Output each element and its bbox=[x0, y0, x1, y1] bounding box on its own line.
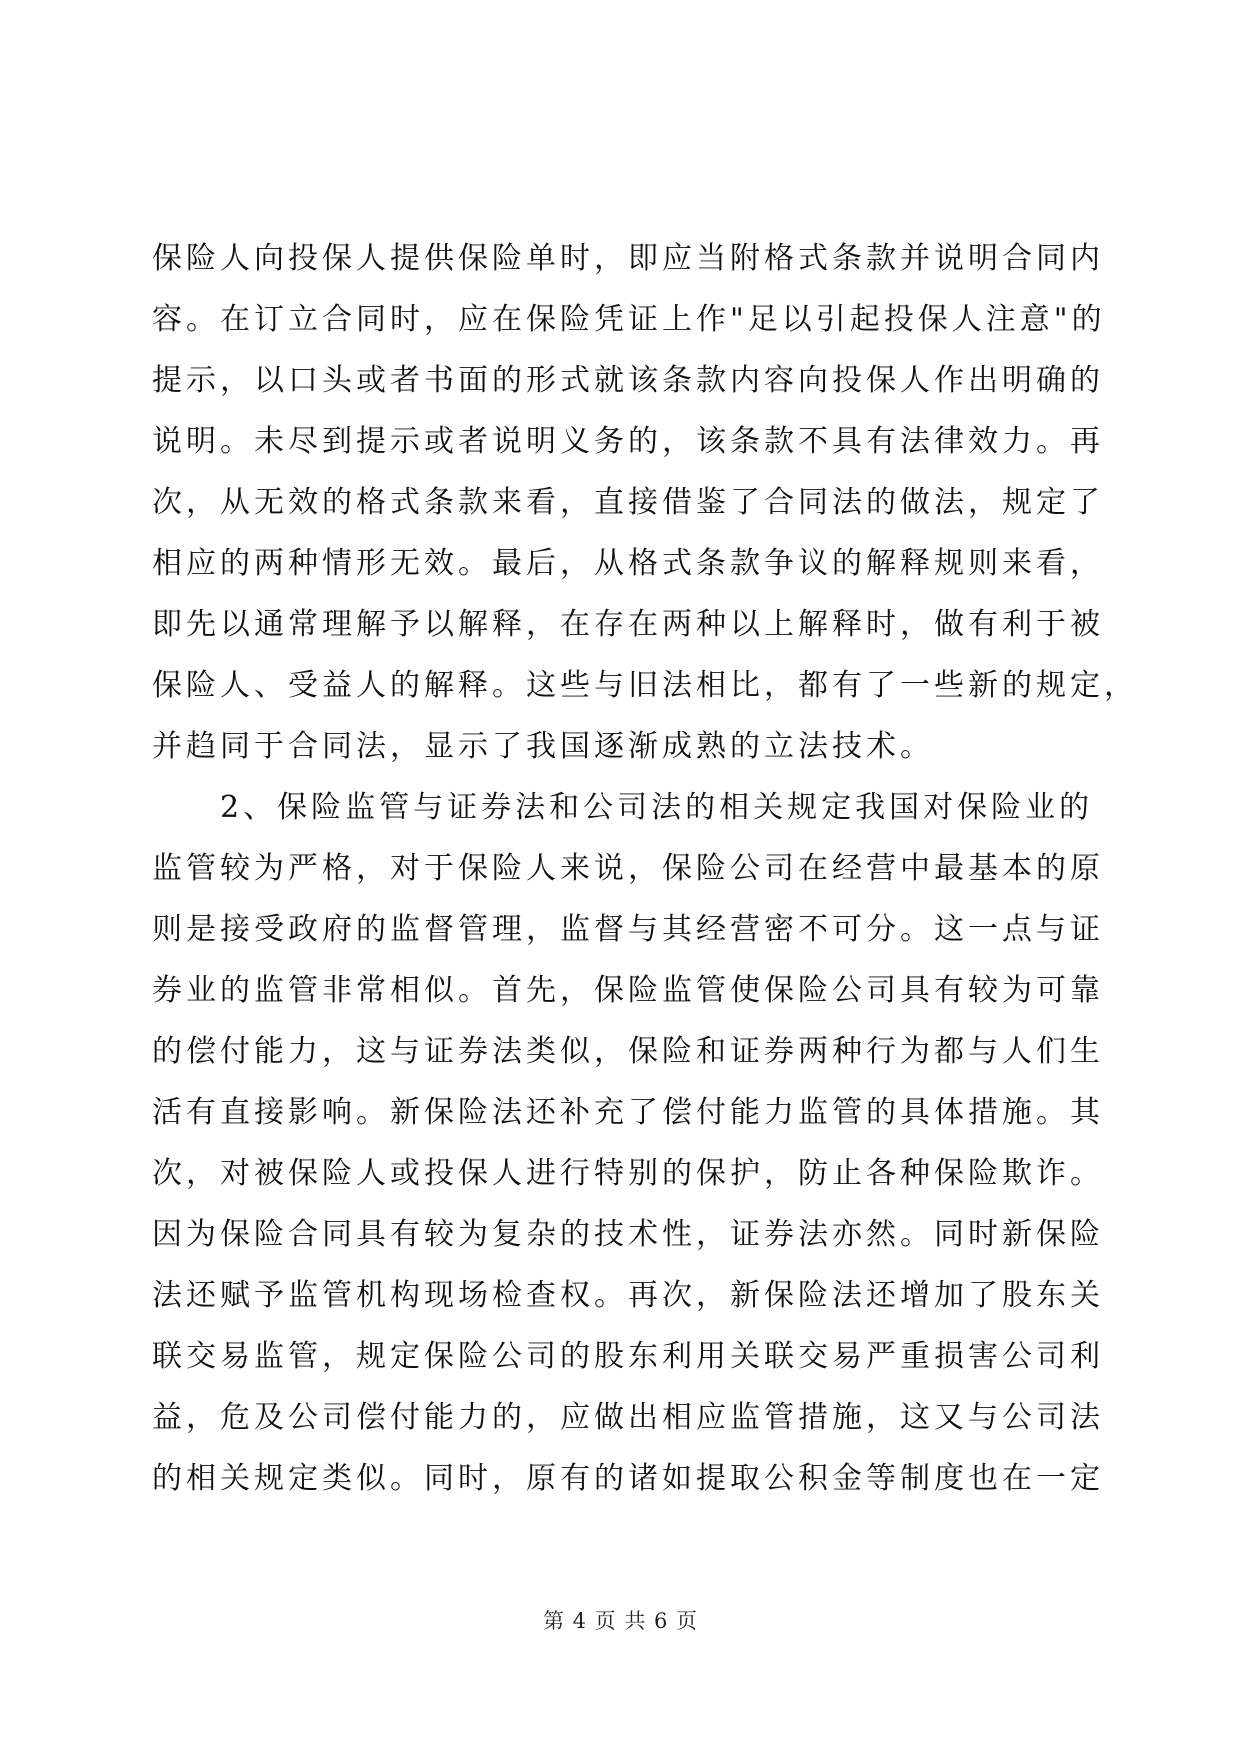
body-text bbox=[152, 228, 1138, 1509]
page-footer: 第 4 页 共 6 页 bbox=[542, 1609, 699, 1633]
text-line: 说明。未尽到提示或者说明义务的，该条款不具有法律效力。再 bbox=[152, 424, 1104, 459]
text-line: 法还赋予监管机构现场检查权。再次，新保险法还增加了股东关 bbox=[152, 1278, 1104, 1313]
text-line: 券业的监管非常相似。首先，保险监管使保险公司具有较为可靠 bbox=[152, 973, 1104, 1008]
text-line: 则是接受政府的监督管理，监督与其经营密不可分。这一点与证 bbox=[152, 912, 1104, 947]
text-line: 容。在订立合同时，应在保险凭证上作"足以引起投保人注意"的 bbox=[152, 302, 1106, 337]
text-line: 并趋同于合同法，显示了我国逐渐成熟的立法技术。 bbox=[152, 729, 934, 764]
text-line: 保险人向投保人提供保险单时，即应当附格式条款并说明合同内 bbox=[152, 241, 1104, 276]
text-line: 提示，以口头或者书面的形式就该条款内容向投保人作出明确的 bbox=[152, 363, 1104, 398]
text-line: 次，从无效的格式条款来看，直接借鉴了合同法的做法，规定了 bbox=[152, 485, 1104, 520]
text-line: 即先以通常理解予以解释，在存在两种以上解释时，做有利于被 bbox=[152, 607, 1104, 642]
text-line: 益，危及公司偿付能力的，应做出相应监管措施，这又与公司法 bbox=[152, 1400, 1104, 1435]
text-line: 保险人、受益人的解释。这些与旧法相比，都有了一些新的规定， bbox=[152, 668, 1138, 703]
text-line: 活有直接影响。新保险法还补充了偿付能力监管的具体措施。其 bbox=[152, 1095, 1104, 1130]
text-line: 的相关规定类似。同时，原有的诸如提取公积金等制度也在一定 bbox=[152, 1461, 1104, 1496]
text-line: 监管较为严格，对于保险人来说，保险公司在经营中最基本的原 bbox=[152, 851, 1104, 886]
text-line: 相应的两种情形无效。最后，从格式条款争议的解释规则来看， bbox=[152, 546, 1104, 581]
text-line: 因为保险合同具有较为复杂的技术性，证券法亦然。同时新保险 bbox=[152, 1217, 1104, 1252]
text-line: 次，对被保险人或投保人进行特别的保护，防止各种保险欺诈。 bbox=[152, 1156, 1104, 1191]
text-line: 的偿付能力，这与证券法类似，保险和证券两种行为都与人们生 bbox=[152, 1034, 1104, 1069]
text-line: 联交易监管，规定保险公司的股东利用关联交易严重损害公司利 bbox=[152, 1339, 1104, 1374]
text-line: 2、保险监管与证券法和公司法的相关规定我国对保险业的 bbox=[152, 790, 1094, 825]
